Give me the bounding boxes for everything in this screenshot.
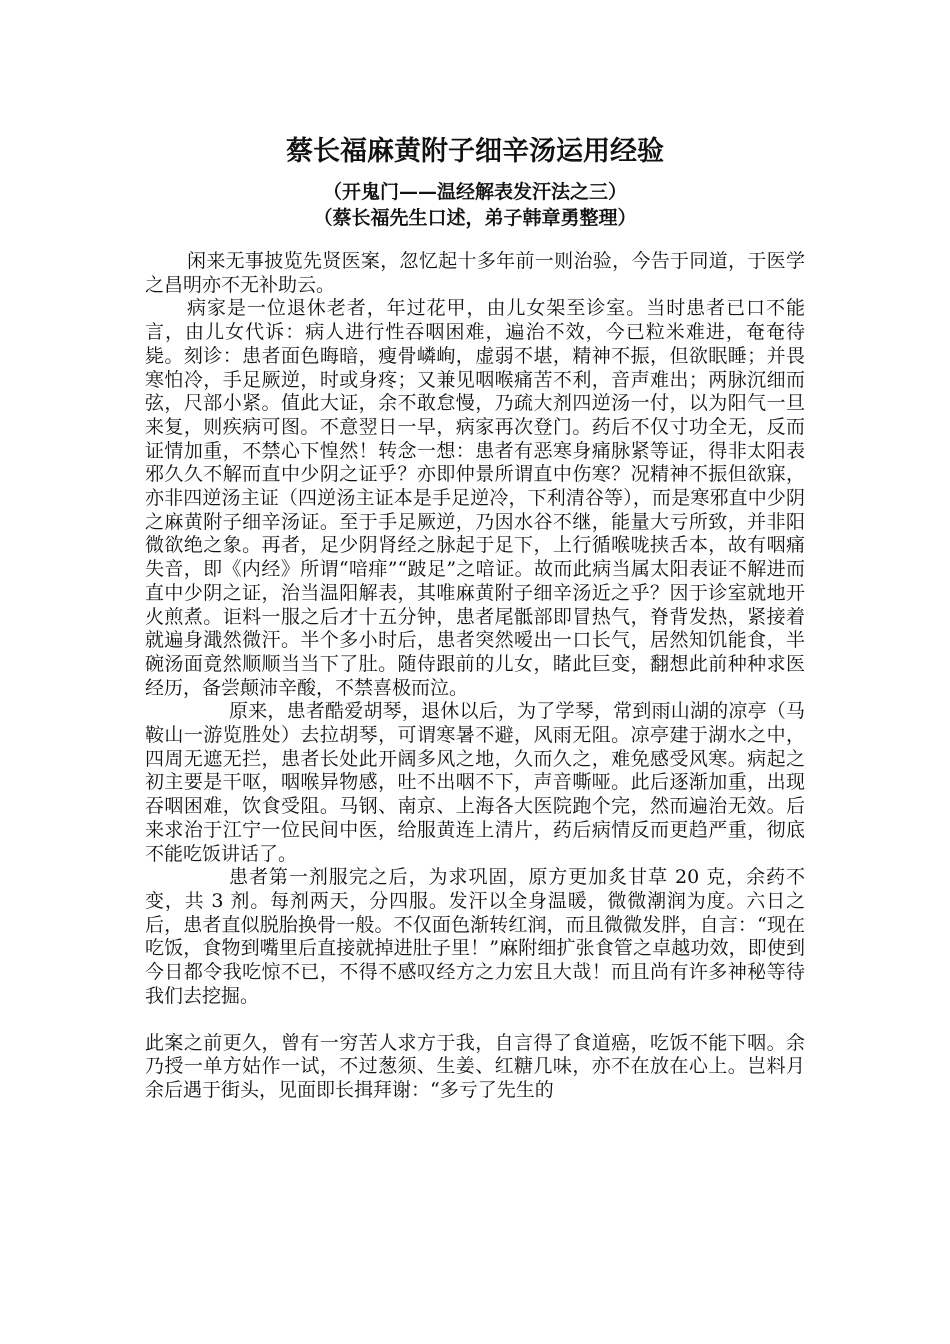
document-author-line: （蔡长福先生口述，弟子韩章勇整理） [313, 207, 637, 229]
paragraph: 此案之前更久，曾有一穷苦人求方于我，自言得了食道癌，吃饭不能下咽。余乃授一单方姑作一试，不过葱须、生姜、红糖几味，亦不在放在心上。岂料月余后遇于街头，见面即长揖拜谢：“多亏了先生的 [145, 1031, 805, 1101]
paragraph: 原来，患者酷爱胡琴，退休以后，为了学琴，常到雨山湖的凉亭（马鞍山一游览胜处）去拉胡琴，可谓寒暑不避，风雨无阻。凉亭建于湖水之中，四周无遮无拦，患者长处此开阔多风之地，久而久之，难免感受风寒。病起之初主要是干呕，咽喉异物感，吐不出咽不下，声音嘶哑。此后逐渐加重，出现吞咽困难，饮食受阻。马钢、南京、上海各大医院跑个完，然而遍治无效。后来求治于江宁一位民间中医，给服黄连上清片，药后病情反而更趋严重，彻底不能吃饭讲话了。 [145, 700, 805, 865]
document-title: 蔡长福麻黄附子细辛汤运用经验 [286, 136, 664, 167]
paragraph: 病家是一位退休老者，年过花甲，由儿女架至诊室。当时患者已口不能言，由儿女代诉：病人进行性吞咽困难，遍治不效，今已粒米难进，奄奄待毙。刻诊：患者面色晦暗，瘦骨嶙峋，虚弱不堪，精神不振，但欲眠睡；并畏寒怕冷，手足厥逆，时或身疼；又兼见咽喉痛苦不利，音声难出；两脉沉细而弦，尺部小紧。值此大证，余不敢怠慢，乃疏大剂四逆汤一付，以为阳气一旦来复，则疾病可图。不意翌日一早，病家再次登门。药后不仅寸功全无，反而证情加重，不禁心下惶然！转念一想：患者有恶寒身痛脉紧等证，得非太阳表邪久久不解而直中少阴之证乎？亦即仲景所谓直中伤寒？况精神不振但欲寐，亦非四逆汤主证（四逆汤主证本是手足逆冷，下利清谷等），而是寒邪直中少阴之麻黄附子细辛汤证。至于手足厥逆，乃因水谷不继，能量大亏所致，并非阳微欲绝之象。再者，足少阴肾经之脉起于足下，上行循喉咙挟舌本，故有咽痛失音，即《内经》所谓“喑痱”“跛足”之喑证。故而此病当属太阳表证不解进而直中少阴之证，治当温阳解表，其唯麻黄附子细辛汤近之乎？因于诊室就地开火煎煮。讵料一服之后才十五分钟，患者尾骶部即冒热气，脊背发热，紧接着就遍身濈然微汗。半个多小时后，患者突然嗳出一口长气，居然知饥能食，半碗汤面竟然顺顺当当下了肚。随侍跟前的儿女，睹此巨变，翻想此前种种求医经历，备尝颠沛辛酸，不禁喜极而泣。 [145, 297, 805, 699]
document-body [145, 250, 805, 1103]
document-subtitle: （开鬼门——温经解表发汗法之三） [322, 181, 627, 203]
paragraph: 闲来无事披览先贤医案，忽忆起十多年前一则治验，今告于同道，于医学之昌明亦不无补助云。 [145, 250, 805, 296]
paragraph: 患者第一剂服完之后，为求巩固，原方更加炙甘草 20 克，余药不变，共 3 剂。每剂两天，分四服。发汗以全身温暖，微微潮润为度。六日之后，患者直似脱胎换骨一般。不仅面色渐转红润，而且微微发胖，自言：“现在吃饭，食物到嘴里后直接就掉进肚子里！”麻附细扩张食管之卓越功效，即使到今日都令我吃惊不已，不得不感叹经方之力宏且大哉！而且尚有许多神秘等待我们去挖掘。 [145, 866, 805, 1007]
